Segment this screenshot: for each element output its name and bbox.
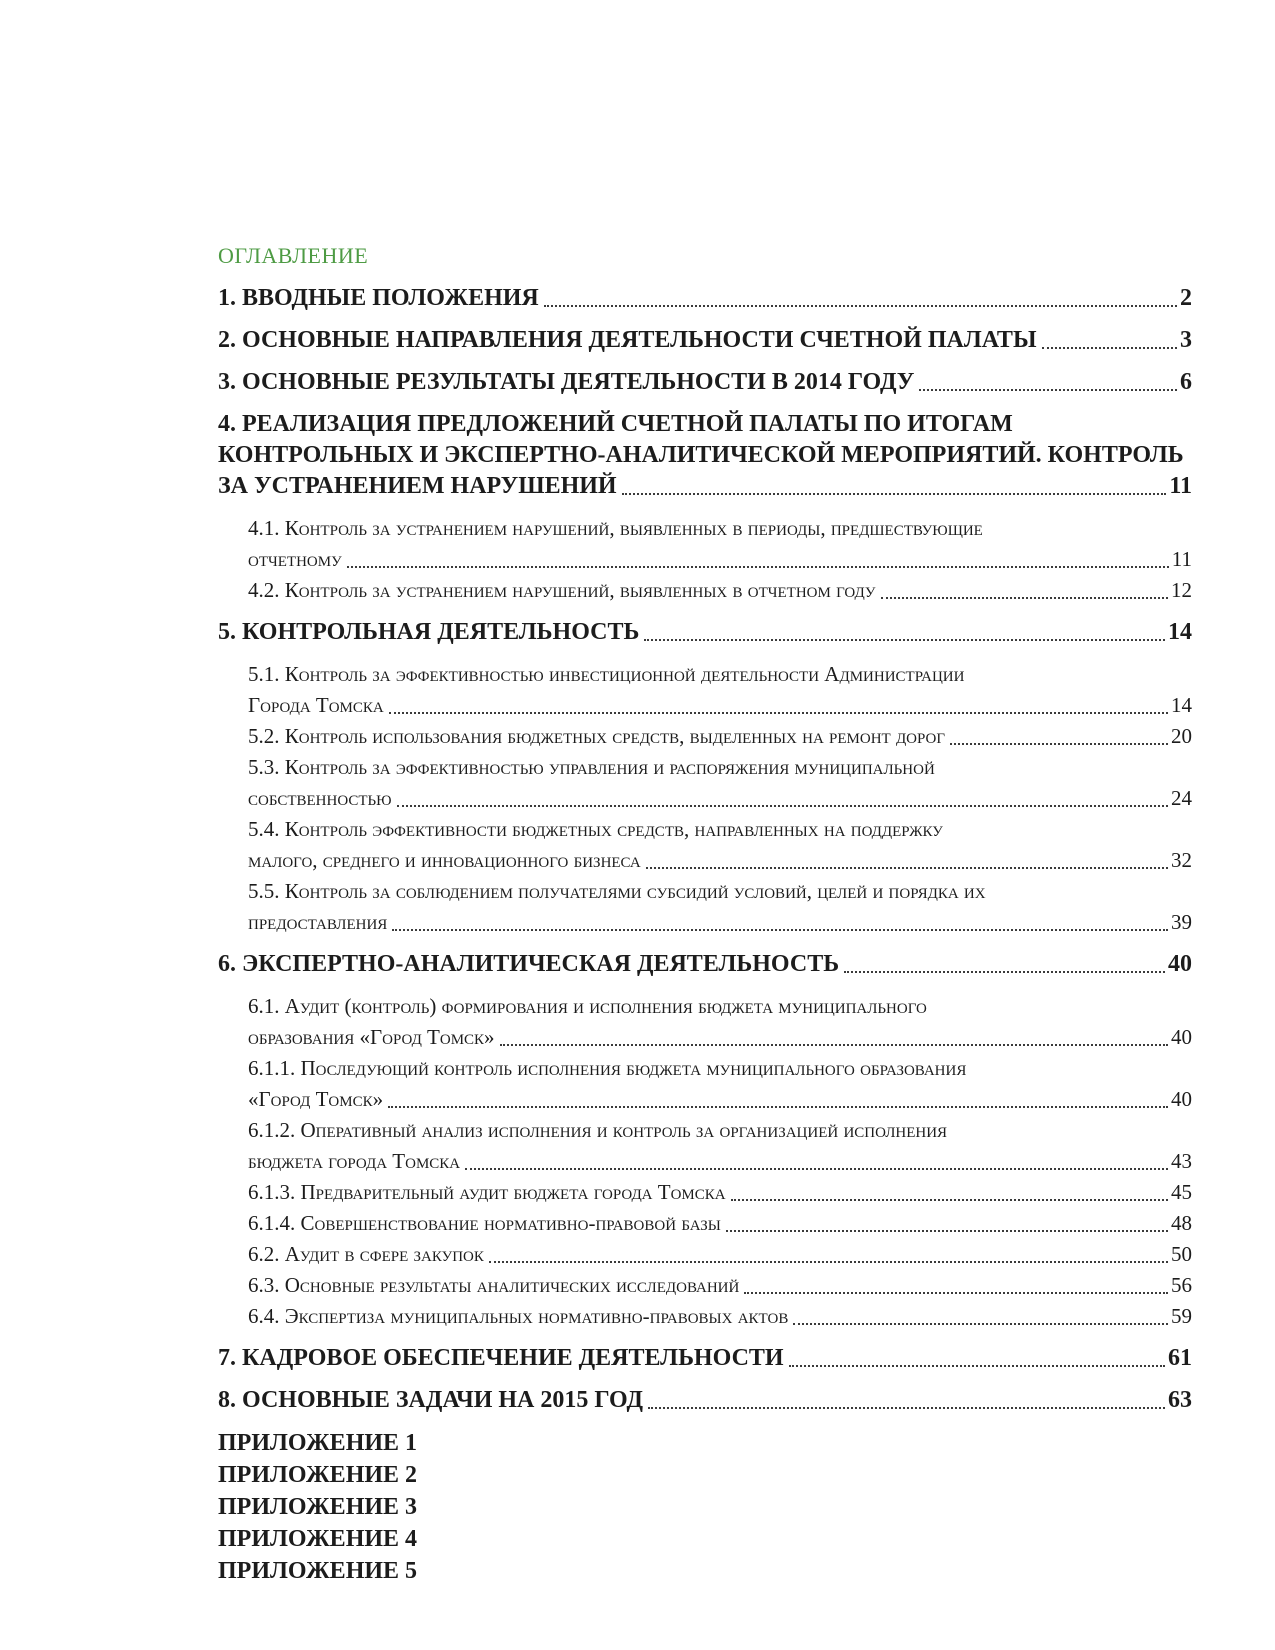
toc-page-number: 61 [1168,1345,1192,1371]
toc-entry [218,721,1192,752]
toc-dot-leader [646,867,1168,869]
toc-entry-text: 6.4. Экспертиза муниципальных нормативно-правовых актов [248,1304,789,1328]
toc-dot-leader [726,1230,1168,1232]
toc-title: ОГЛАВЛЕНИЕ [218,243,369,268]
toc-page-number: 56 [1171,1273,1192,1297]
toc-entry-line: 6.1. Аудит (контроль) формирования и исполнения бюджета муниципального [248,994,927,1018]
toc-entry-last-line [218,617,1192,648]
toc-entry-last-line [218,471,1192,502]
toc-entry-last-line [248,1239,1192,1270]
toc-entry-last-line [248,1146,1192,1177]
toc-entry-last-line [218,283,1192,314]
toc-entry-last-line [248,1301,1192,1332]
toc-dot-leader [793,1323,1168,1325]
toc-entry-last-line [218,1459,1192,1491]
toc-entry-last-line [248,783,1192,814]
toc-entry-last-line [218,1343,1192,1374]
toc-entry-line: КОНТРОЛЬНЫХ И ЭКСПЕРТНО-АНАЛИТИЧЕСКОЙ МЕРОПРИЯТИЙ. КОНТРОЛЬ [218,442,1184,468]
toc-entry [218,1177,1192,1208]
toc-dot-leader [465,1168,1168,1170]
toc-page-number: 59 [1171,1304,1192,1328]
toc-entry-text: 5. КОНТРОЛЬНАЯ ДЕЯТЕЛЬНОСТЬ [218,619,640,645]
toc-entry [218,325,1192,356]
toc-entry-text: Города Томска [248,693,384,717]
toc-entry [218,575,1192,606]
toc-entry-last-line [248,721,1192,752]
toc-entry-last-line [248,1208,1192,1239]
toc-entry-line: 5.5. Контроль за соблюдением получателями субсидий условий, целей и порядка их [248,879,986,903]
toc-entry-text: «Город Томск» [248,1087,384,1111]
toc-entry-text: образования «Город Томск» [248,1025,495,1049]
toc-entry [218,659,1192,721]
toc-dot-leader [789,1365,1165,1367]
toc-page-number: 40 [1171,1087,1192,1111]
toc-entry-line: 5.4. Контроль эффективности бюджетных средств, направленных на поддержку [248,817,943,841]
toc-entry [218,1555,1192,1587]
toc-page-number: 40 [1168,951,1192,977]
toc-dot-leader [489,1261,1168,1263]
toc-entry-last-line [218,949,1192,980]
toc-entry [218,1523,1192,1555]
toc-page-number: 12 [1171,578,1192,602]
toc-page-number: 43 [1171,1149,1192,1173]
toc-page-number: 6 [1180,369,1192,395]
toc-dot-leader [392,929,1168,931]
toc-entry [218,949,1192,980]
toc-entry [218,1385,1192,1416]
toc-entry-last-line [248,845,1192,876]
toc-entry-line: 4. РЕАЛИЗАЦИЯ ПРЕДЛОЖЕНИЙ СЧЕТНОЙ ПАЛАТЫ ПО ИТОГАМ [218,411,1013,437]
toc-dot-leader [919,389,1177,391]
toc-entry-last-line [248,907,1192,938]
toc-page-number: 39 [1171,910,1192,934]
toc-entry-text: ПРИЛОЖЕНИЕ 2 [218,1462,418,1488]
toc-entry-last-line [248,1084,1192,1115]
toc-page-number: 32 [1171,848,1192,872]
toc-entry-text: 6. ЭКСПЕРТНО-АНАЛИТИЧЕСКАЯ ДЕЯТЕЛЬНОСТЬ [218,951,840,977]
toc-entry [218,1343,1192,1374]
toc-page-number: 14 [1171,693,1192,717]
toc-dot-leader [389,712,1168,714]
toc-entry-line: 6.1.1. Последующий контроль исполнения бюджета муниципального образования [248,1056,967,1080]
toc-page-number: 40 [1171,1025,1192,1049]
toc-entry-text: 6.2. Аудит в сфере закупок [248,1242,484,1266]
toc-dot-leader [744,1292,1168,1294]
toc-entry [218,1427,1192,1459]
toc-entry-text: 1. ВВОДНЫЕ ПОЛОЖЕНИЯ [218,285,539,311]
toc-entry-line: 5.3. Контроль за эффективностью управления и распоряжения муниципальной [248,755,935,779]
toc-dot-leader [544,305,1177,307]
toc-page-number: 63 [1168,1387,1192,1413]
toc-entry-last-line [248,1270,1192,1301]
toc-page-number: 50 [1171,1242,1192,1266]
toc-entry-last-line [218,1427,1192,1459]
toc-dot-leader [844,971,1165,973]
toc-dot-leader [950,743,1168,745]
toc-entry [218,1239,1192,1270]
toc-entry-text: 4.2. Контроль за устранением нарушений, выявленных в отчетном году [248,578,876,602]
toc-entry [218,283,1192,314]
toc-page-number: 2 [1180,285,1192,311]
toc-entry-list [218,283,1192,1587]
toc-entry [218,1270,1192,1301]
toc-entry-text: бюджета города Томска [248,1149,461,1173]
toc-entry-text: 7. КАДРОВОЕ ОБЕСПЕЧЕНИЕ ДЕЯТЕЛЬНОСТИ [218,1345,784,1371]
toc-dot-leader [644,639,1165,641]
toc-dot-leader [881,597,1168,599]
toc-entry-text: отчетному [248,547,342,571]
toc-page-number: 45 [1171,1180,1192,1204]
toc-dot-leader [500,1044,1168,1046]
toc-entry-text: 5.2. Контроль использования бюджетных средств, выделенных на ремонт дорог [248,724,946,748]
toc-page-number: 14 [1168,619,1192,645]
toc-entry-last-line [248,544,1192,575]
toc-entry-text: собственностью [248,786,392,810]
toc-entry [218,814,1192,876]
toc-entry-line: 6.1.2. Оперативный анализ исполнения и контроль за организацией исполнения [248,1118,948,1142]
toc-entry [218,1115,1192,1177]
toc-entry-last-line [218,1491,1192,1523]
toc-entry-text: 6.1.4. Совершенствование нормативно-правовой базы [248,1211,721,1235]
toc-dot-leader [648,1407,1165,1409]
toc-entry-text: ЗА УСТРАНЕНИЕМ НАРУШЕНИЙ [218,473,617,499]
toc-entry [218,367,1192,398]
toc-entry-last-line [248,1022,1192,1053]
toc-entry [218,1053,1192,1115]
toc-entry-text: предоставления [248,910,388,934]
toc-entry-text: ПРИЛОЖЕНИЕ 4 [218,1526,418,1552]
toc-entry-last-line [218,1385,1192,1416]
toc-entry-last-line [218,367,1192,398]
toc-entry-line: 5.1. Контроль за эффективностью инвестиционной деятельности Администрации [248,662,965,686]
toc-page-number: 24 [1171,786,1192,810]
toc-entry [218,409,1192,502]
toc-page-number: 3 [1180,327,1192,353]
toc-entry [218,1301,1192,1332]
toc-page-number: 48 [1171,1211,1192,1235]
toc-dot-leader [1042,347,1177,349]
toc-dot-leader [388,1106,1168,1108]
toc-entry [218,1208,1192,1239]
toc-page-number: 20 [1171,724,1192,748]
toc-page-number: 11 [1171,547,1192,571]
toc-dot-leader [347,566,1169,568]
toc-entry-last-line [248,690,1192,721]
toc-entry [218,752,1192,814]
toc-page-number: 11 [1169,473,1192,499]
toc-dot-leader [622,493,1167,495]
toc-entry-text: 2. ОСНОВНЫЕ НАПРАВЛЕНИЯ ДЕЯТЕЛЬНОСТИ СЧЕТНОЙ ПАЛАТЫ [218,327,1037,353]
toc-entry-last-line [248,1177,1192,1208]
toc-entry-text: ПРИЛОЖЕНИЕ 3 [218,1494,418,1520]
toc-entry-text: 3. ОСНОВНЫЕ РЕЗУЛЬТАТЫ ДЕЯТЕЛЬНОСТИ В 2014 ГОДУ [218,369,915,395]
toc-entry [218,617,1192,648]
toc-entry-last-line [248,575,1192,606]
toc-dot-leader [397,805,1168,807]
toc-entry-last-line [218,1523,1192,1555]
toc-entry-text: 6.3. Основные результаты аналитических исследований [248,1273,740,1297]
toc-entry [218,513,1192,575]
table-of-contents [218,243,1192,1587]
toc-entry [218,876,1192,938]
toc-entry [218,1459,1192,1491]
toc-entry-text: малого, среднего и инновационного бизнеса [248,848,641,872]
toc-entry-text: ПРИЛОЖЕНИЕ 1 [218,1430,418,1456]
toc-entry [218,1491,1192,1523]
toc-dot-leader [731,1199,1168,1201]
toc-entry-text: 8. ОСНОВНЫЕ ЗАДАЧИ НА 2015 ГОД [218,1387,644,1413]
toc-entry [218,991,1192,1053]
toc-entry-last-line [218,1555,1192,1587]
toc-entry-line: 4.1. Контроль за устранением нарушений, выявленных в периоды, предшествующие [248,516,983,540]
toc-entry-text: 6.1.3. Предварительный аудит бюджета города Томска [248,1180,726,1204]
toc-entry-last-line [218,325,1192,356]
toc-entry-text: ПРИЛОЖЕНИЕ 5 [218,1558,418,1584]
